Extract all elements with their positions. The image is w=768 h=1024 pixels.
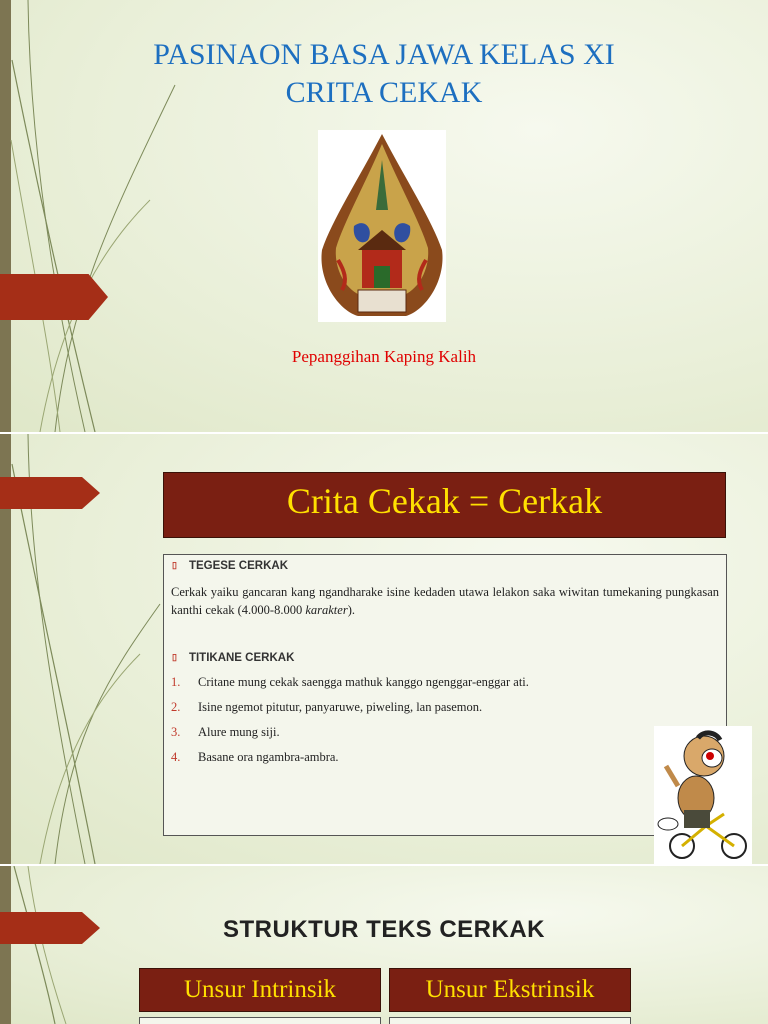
list-item — [171, 750, 529, 775]
slide-structure — [0, 866, 768, 1024]
gunungan-wayang-image — [318, 130, 446, 322]
list-text: Alure mung siji. — [198, 725, 280, 739]
section-tegese — [172, 560, 288, 572]
list-number: 2. — [171, 700, 181, 714]
list-text: Isine ngemot pitutur, panyaruwe, piweling, lan pasemon. — [198, 700, 483, 714]
unsur-ekstrinsik-box: Unsur Ekstrinsik — [389, 968, 631, 1012]
slide-subtitle: Pepanggihan Kaping Kalih — [291, 347, 477, 366]
definition-italic: karakter — [305, 603, 348, 617]
list-text: Critane mung cekak saengga mathuk kanggo ngenggar-enggar ati. — [198, 675, 529, 689]
arrow-tab — [0, 477, 100, 509]
list-item — [171, 675, 529, 700]
ekstrinsik-content-box — [389, 1017, 631, 1024]
unsur-intrinsik-box: Unsur Intrinsik — [139, 968, 381, 1012]
list-text: Basane ora ngambra-ambra. — [198, 750, 339, 764]
cartoon-cyclist-image — [654, 726, 752, 864]
section-titikane — [172, 652, 294, 664]
definition-banner: Crita Cekak = Cerkak — [163, 472, 726, 538]
slide-title — [0, 0, 768, 432]
list-number: 4. — [171, 750, 181, 764]
list-item — [171, 700, 529, 725]
intrinsik-content-box — [139, 1017, 381, 1024]
slide-definition — [0, 434, 768, 864]
list-number: 3. — [171, 725, 181, 739]
definition-end: ). — [347, 603, 355, 617]
structure-heading: STRUKTUR TEKS CERKAK — [223, 916, 545, 943]
bullet-icon: ▯ — [172, 560, 177, 570]
definition-paragraph — [171, 583, 719, 619]
arrow-tab — [0, 274, 108, 320]
list-number: 1. — [171, 675, 181, 689]
bullet-icon: ▯ — [172, 652, 177, 662]
definition-content-box — [163, 554, 727, 836]
section-titikane-label: TITIKANE CERKAK — [188, 652, 295, 664]
slide-title-line1: PASINAON BASA JAWA KELAS XI — [153, 38, 615, 71]
section-tegese-label: TEGESE CERKAK — [188, 560, 288, 572]
characteristics-list — [171, 675, 529, 775]
list-item — [171, 725, 529, 750]
definition-text: Cerkak yaiku gancaran kang ngandharake isine kedaden utawa lelakon saka wiwitan tumekaning pungkasan kanthi cekak (4.000-8.000 — [171, 585, 719, 617]
slide-title-line2: CRITA CEKAK — [285, 76, 483, 109]
